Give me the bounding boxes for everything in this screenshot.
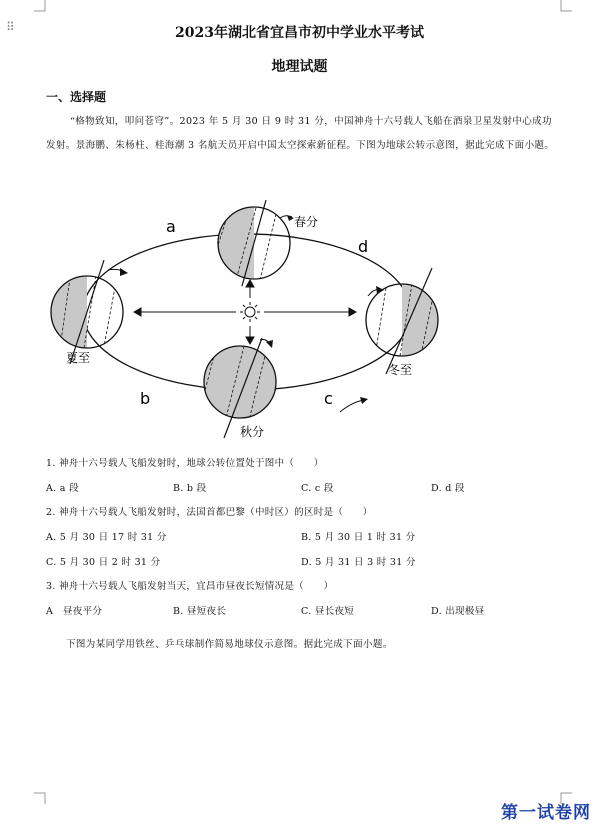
segment-label-b: b bbox=[140, 389, 151, 408]
question-3-option-a[interactable]: A 昼夜平分 bbox=[46, 606, 103, 617]
exam-title: 2023年湖北省宜昌市初中学业水平考试 bbox=[175, 25, 424, 41]
question-3-option-c[interactable]: C. 昼长夜短 bbox=[301, 606, 355, 617]
exam-subject-title: 地理试题 bbox=[271, 59, 328, 75]
drag-handle-icon[interactable]: ⠿ bbox=[6, 20, 13, 34]
question-1-option-b[interactable]: B. b 段 bbox=[173, 483, 207, 494]
earth-autumn-equinox bbox=[200, 338, 276, 438]
label-summer-solstice: 夏至 bbox=[66, 351, 91, 365]
question-2-option-c[interactable]: C. 5 月 30 日 2 时 31 分 bbox=[46, 557, 161, 568]
section-heading: 一、选择题 bbox=[46, 90, 107, 104]
watermark-brand: 第一试卷网 bbox=[501, 803, 591, 823]
crop-mark-bottom-left bbox=[34, 792, 46, 804]
label-spring-equinox: 春分 bbox=[294, 215, 319, 229]
intro-paragraph: “格物致知，叩问苍穹”。2023 年 5 月 30 日 9 时 31 分，中国神舟十六号载人飞船在酒泉卫星发射中心成功发射。景海鹏、朱杨柱、桂海潮 3 名航天员开启中国太空探索新征程。下图为地球公转示意图，据此完成下面小题。 bbox=[46, 116, 555, 151]
earth-spring-equinox bbox=[210, 200, 290, 286]
crop-mark-top-left bbox=[34, 0, 46, 12]
question-2-option-d[interactable]: D. 5 月 31 日 3 时 31 分 bbox=[301, 557, 416, 568]
question-3-option-b[interactable]: B. 昼短夜长 bbox=[173, 606, 227, 617]
crop-mark-top-right bbox=[560, 0, 572, 12]
next-section-intro: 下图为某同学用铁丝、乒乓球制作简易地球仪示意图。据此完成下面小题。 bbox=[66, 639, 393, 650]
label-autumn-equinox: 秋分 bbox=[240, 425, 265, 439]
earth-winter-solstice bbox=[366, 268, 438, 374]
question-2-stem: 2. 神舟十六号载人飞船发射时，法国首都巴黎（中时区）的区时是（ ） bbox=[46, 507, 373, 518]
label-winter-solstice: 冬至 bbox=[388, 363, 413, 377]
revolution-direction-arrow bbox=[340, 400, 364, 412]
segment-label-d: d bbox=[358, 237, 369, 256]
question-3-option-d[interactable]: D. 出现极昼 bbox=[431, 606, 485, 617]
question-2-option-b[interactable]: B. 5 月 30 日 1 时 31 分 bbox=[301, 532, 416, 543]
question-2-option-a[interactable]: A. 5 月 30 日 17 时 31 分 bbox=[46, 532, 167, 543]
sun-icon bbox=[240, 302, 260, 322]
earth-summer-solstice bbox=[51, 260, 123, 364]
question-1-option-d[interactable]: D. d 段 bbox=[431, 483, 465, 494]
earth-revolution-diagram bbox=[40, 200, 460, 445]
question-1-option-c[interactable]: C. c 段 bbox=[301, 483, 334, 494]
question-3-stem: 3. 神舟十六号载人飞船发射当天，宜昌市昼夜长短情况是（ ） bbox=[46, 581, 334, 592]
segment-label-c: c bbox=[324, 389, 333, 408]
question-1-option-a[interactable]: A. a 段 bbox=[46, 483, 79, 494]
question-1-stem: 1. 神舟十六号载人飞船发射时，地球公转位置处于图中（ ） bbox=[46, 458, 324, 469]
segment-label-a: a bbox=[166, 217, 176, 236]
